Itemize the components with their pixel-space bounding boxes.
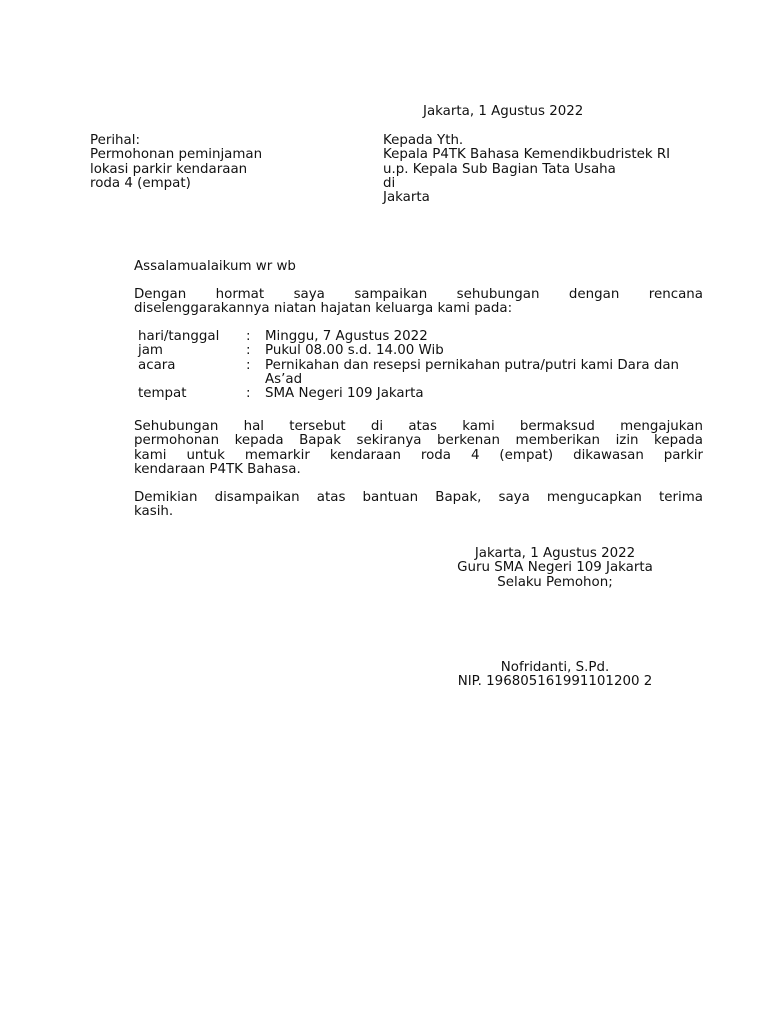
signer-name: Nofridanti, S.Pd. (500, 660, 610, 675)
signature-block (430, 547, 680, 590)
detail-colon: : (246, 386, 251, 402)
paragraph-line: Sehubungan hal tersebut di atas kami bermaksud mengajukan (134, 419, 703, 434)
paragraph-line: kami untuk memarkir kendaraan roda 4 (empat) dikawasan parkir (134, 447, 703, 463)
recipient-line: Jakarta (383, 190, 430, 206)
detail-value: SMA Negeri 109 Jakarta (265, 386, 424, 402)
detail-label: jam (138, 343, 163, 359)
recipient-line: u.p. Kepala Sub Bagian Tata Usaha (383, 161, 616, 177)
detail-row (138, 359, 708, 388)
detail-colon: : (246, 357, 251, 373)
paragraph-line: kendaraan P4TK Bahasa. (134, 461, 301, 477)
subject-label: Perihal: (90, 133, 140, 148)
salutation: Assalamualaikum wr wb (134, 259, 296, 274)
detail-colon: : (246, 329, 251, 344)
paragraph-line: Demikian disampaikan atas bantuan Bapak, saya mengucapkan terima (134, 490, 703, 505)
closing-paragraph (134, 491, 703, 520)
detail-row (138, 330, 708, 344)
subject-line: Permohonan peminjaman (90, 147, 263, 163)
signature-place-date: Jakarta, 1 Agustus 2022 (474, 546, 636, 561)
subject-line: roda 4 (empat) (90, 175, 191, 191)
letter-date: Jakarta, 1 Agustus 2022 (423, 104, 584, 119)
recipient-line: Kepada Yth. (383, 133, 464, 148)
detail-row (138, 344, 708, 358)
detail-row (138, 387, 708, 401)
signer-block (430, 661, 680, 690)
detail-label: hari/tanggal (138, 329, 220, 344)
request-paragraph (134, 420, 703, 477)
paragraph-line: Dengan hormat saya sampaikan sehubungan dengan rencana (134, 287, 703, 302)
detail-colon: : (246, 343, 251, 359)
signature-role: Selaku Pemohon; (497, 574, 613, 590)
signature-position: Guru SMA Negeri 109 Jakarta (457, 560, 653, 576)
detail-value: Pukul 08.00 s.d. 14.00 Wib (265, 343, 444, 359)
recipient-line: Kepala P4TK Bahasa Kemendikbudristek RI (383, 147, 671, 163)
subject-line: lokasi parkir kendaraan (90, 161, 248, 177)
paragraph-line: kasih. (134, 504, 174, 520)
detail-label: acara (138, 357, 176, 373)
subject-block (90, 134, 262, 191)
paragraph-line: diselenggarakannya niatan hajatan keluarga kami pada: (134, 301, 513, 317)
signer-nip: NIP. 196805161991101200 2 (457, 674, 653, 690)
detail-value: Minggu, 7 Agustus 2022 (265, 329, 428, 344)
recipient-block (383, 134, 670, 205)
recipient-line: di (383, 175, 396, 191)
paragraph-line: permohonan kepada Bapak sekiranya berkenan memberikan izin kepada (134, 433, 703, 449)
event-details-table (138, 330, 708, 401)
detail-label: tempat (138, 386, 187, 402)
detail-value: Pernikahan dan resepsi pernikahan putra/putri kami Dara dan As’ad (265, 357, 680, 387)
intro-paragraph (134, 288, 703, 317)
